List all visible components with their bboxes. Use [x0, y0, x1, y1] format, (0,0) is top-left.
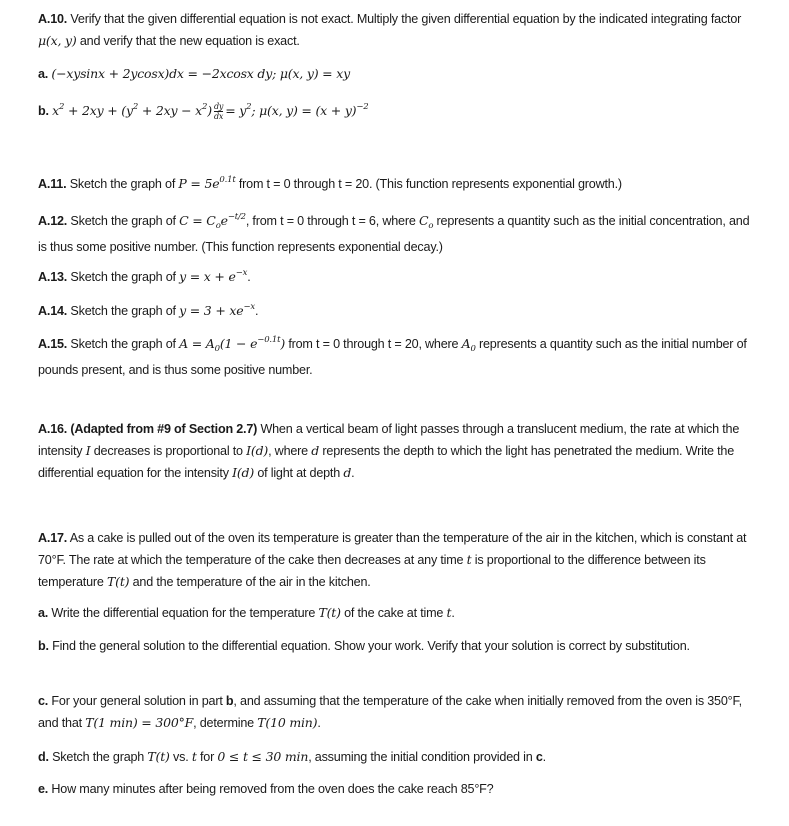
subscript: o — [428, 221, 434, 231]
text: of light at depth — [254, 466, 344, 480]
math-expression: (−xysinx + 2ycosx)dx = −2xcosx dy; μ(x, y) = xy — [51, 66, 350, 81]
text: How many minutes after being removed from the oven does the cake reach 85°F? — [48, 782, 494, 796]
text: vs. — [169, 750, 192, 764]
math-expression: ) — [207, 103, 212, 118]
problem-a17-d — [38, 746, 758, 768]
subscript: 0 — [214, 344, 220, 354]
fraction — [214, 102, 223, 121]
superscript: 2 — [246, 102, 252, 112]
bold-text: A.16. (Adapted from #9 of Section 2.7) — [38, 422, 258, 436]
math-expression: (1 − e — [219, 336, 258, 351]
problem-a17-c — [38, 691, 758, 734]
math-expression: C — [418, 213, 429, 228]
problem-a17 — [38, 528, 758, 593]
text: Verify that the given differential equation is not exact. Multiply the given differential equation by the indicated integrating factor — [67, 12, 742, 26]
text: Sketch the graph of — [67, 270, 180, 284]
math-expression: = y — [225, 103, 247, 118]
subscript: o — [215, 221, 221, 231]
math-expression: ) — [280, 336, 286, 351]
text: and the temperature of the air in the kitchen. — [129, 575, 371, 589]
math-expression: ; μ(x, y) = (x + y) — [251, 103, 357, 118]
problem-a17-b — [38, 636, 758, 657]
bold-text: c. — [38, 694, 49, 708]
math-expression: e — [220, 213, 228, 228]
math-expression: I — [85, 443, 91, 458]
math-expression: A = A — [179, 336, 215, 351]
problem-a10-a — [38, 63, 758, 85]
superscript: −2 — [356, 102, 369, 112]
text: . — [351, 466, 355, 480]
superscript: −x — [235, 268, 248, 278]
math-expression: t — [191, 749, 197, 764]
math-expression: A — [461, 336, 471, 351]
math-expression: d — [343, 465, 352, 480]
math-expression: t — [466, 552, 472, 567]
math-expression: μ(x, y) — [38, 33, 77, 48]
subscript: 0 — [470, 344, 476, 354]
superscript: −0.1t — [257, 335, 281, 345]
superscript: 2 — [58, 102, 65, 112]
text: Sketch the graph of — [67, 337, 180, 351]
text: . — [254, 304, 259, 318]
problem-a10-b — [38, 97, 758, 122]
bold-text: e. — [38, 782, 49, 796]
superscript: −t/2 — [227, 212, 246, 222]
text: . — [451, 606, 455, 620]
math-expression: + 2xy + (y — [64, 103, 133, 118]
bold-text: b. — [38, 104, 49, 118]
problem-a15 — [38, 330, 758, 381]
bold-text: d. — [38, 750, 49, 764]
math-expression: 0 ≤ t ≤ 30 min — [217, 749, 309, 764]
bold-text: b. — [38, 639, 49, 653]
text: represents a quantity such as the initial number of pounds present, and is thus some positive number. — [38, 337, 747, 377]
math-expression: y = x + e — [179, 269, 236, 284]
text: from t = 0 through t = 20, where — [285, 337, 462, 351]
math-expression: T(t) — [318, 605, 341, 620]
bold-text: b — [225, 694, 234, 708]
text: As a cake is pulled out of the oven its temperature is greater than the temperature of the air in the kitchen, which is constant at 70°F. The rate at which the temperature of the cake then decreases at any time — [38, 531, 747, 567]
text: . — [317, 716, 321, 730]
bold-text: A.11. — [38, 177, 67, 191]
denominator: dx — [213, 112, 224, 122]
problem-a10 — [38, 9, 758, 52]
text: . — [542, 750, 546, 764]
text: , and assuming that the temperature of the cake when initially removed from the oven is 350°F, and that — [38, 694, 742, 730]
text: Sketch the graph of — [67, 214, 180, 228]
text: , determine — [193, 716, 258, 730]
bold-text: A.13. — [38, 270, 68, 284]
text: for — [196, 750, 218, 764]
bold-text: c — [535, 750, 543, 764]
problem-a12 — [38, 207, 758, 258]
superscript: −x — [243, 302, 255, 312]
text: decreases is proportional to — [90, 444, 247, 458]
numerator: dy — [213, 102, 224, 112]
text: For your general solution in part — [48, 694, 226, 708]
text: . — [247, 270, 251, 284]
math-expression: d — [311, 443, 320, 458]
math-expression: P = 5e — [178, 176, 220, 191]
text: is proportional to the difference between its temperature — [38, 553, 706, 589]
bold-text: A.15. — [38, 337, 68, 351]
superscript: 2 — [202, 102, 208, 112]
problem-a11 — [38, 170, 758, 195]
text: , where — [268, 444, 312, 458]
math-expression: t — [446, 605, 452, 620]
math-expression: + 2xy − x — [138, 103, 203, 118]
math-expression: y = 3 + xe — [179, 303, 244, 318]
text: Sketch the graph of — [67, 304, 180, 318]
text: represents a quantity such as the initial concentration, and is thus some positive number. (This function represents exponential decay.) — [38, 214, 750, 254]
math-expression: x — [52, 103, 59, 118]
bold-text: A.14. — [38, 304, 68, 318]
text: Find the general solution to the differential equation. Show your work. Verify that your solution is correct by substitution. — [48, 639, 690, 653]
problem-a17-e — [38, 779, 758, 800]
math-expression: T(10 min) — [257, 715, 318, 730]
text: from t = 0 through t = 20. (This function represents exponential growth.) — [235, 177, 622, 191]
bold-text: A.17. — [38, 531, 68, 545]
text: and verify that the new equation is exact. — [76, 34, 300, 48]
text: When a vertical beam of light passes through a translucent medium, the rate at which the intensity — [38, 422, 740, 458]
text: , from t = 0 through t = 6, where — [245, 214, 419, 228]
text: of the cake at time — [340, 606, 447, 620]
text: Sketch the graph — [48, 750, 148, 764]
problem-a17-a — [38, 602, 758, 624]
math-expression: I(d) — [246, 443, 269, 458]
math-expression: T(1 min) = 300°F — [85, 715, 194, 730]
bold-text: a. — [38, 606, 49, 620]
problem-a13 — [38, 263, 758, 288]
text: Write the differential equation for the temperature — [48, 606, 319, 620]
problem-a16 — [38, 419, 758, 484]
bold-text: a. — [38, 67, 49, 81]
bold-text: A.12. — [38, 214, 68, 228]
math-expression: T(t) — [147, 749, 170, 764]
math-expression: T(t) — [107, 574, 130, 589]
text: represents the depth to which the light has penetrated the medium. Write the differential equation for the intensity — [38, 444, 734, 480]
math-expression: I(d) — [232, 465, 255, 480]
problem-a14 — [38, 297, 758, 322]
superscript: 0.1t — [219, 175, 236, 185]
math-expression: C = C — [179, 213, 216, 228]
text: , assuming the initial condition provided in — [308, 750, 536, 764]
superscript: 2 — [132, 102, 139, 112]
bold-text: A.10. — [38, 12, 68, 26]
text: Sketch the graph of — [66, 177, 179, 191]
